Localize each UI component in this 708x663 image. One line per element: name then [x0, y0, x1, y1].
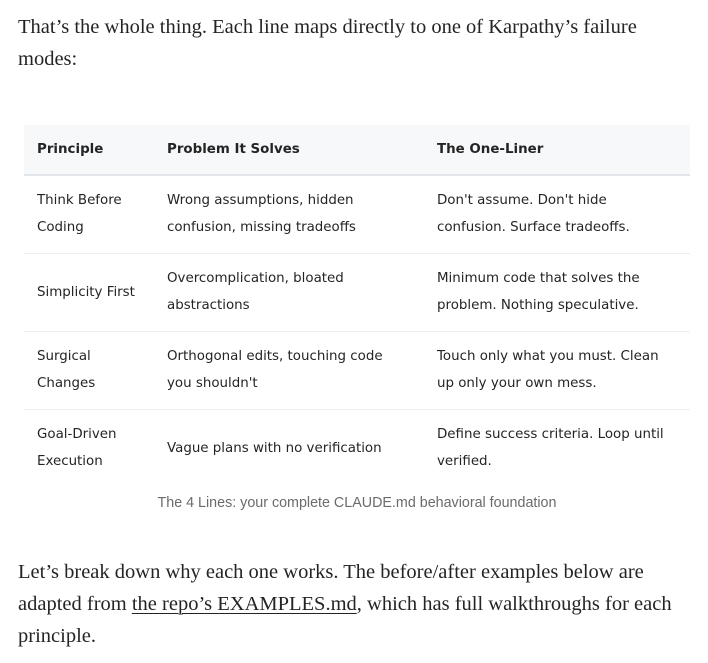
outro-text-after: , which has full walkthroughs for each principle.: [18, 593, 672, 647]
table-row: [24, 409, 690, 487]
table-header-row: [24, 125, 690, 175]
outro-text-before: Let’s break down why each one works. The before/after examples below are adapted from: [18, 561, 644, 615]
cell-one-liner: Touch only what you must. Clean up only your own mess.: [437, 349, 659, 391]
table-row: [24, 331, 690, 409]
cell-principle: Goal-Driven Execution: [37, 427, 117, 470]
header-one-liner: The One-Liner: [424, 125, 690, 175]
intro-paragraph: That’s the whole thing. Each line maps directly to one of Karpathy’s failure modes:: [18, 16, 637, 70]
cell-one-liner: Minimum code that solves the problem. Nothing speculative.: [437, 271, 640, 313]
cell-problem: Overcomplication, bloated abstractions: [167, 271, 344, 313]
cell-problem: Vague plans with no verification: [167, 440, 382, 456]
cell-problem: Orthogonal edits, touching code you shouldn't: [167, 349, 383, 391]
outro-paragraph: [18, 556, 690, 652]
principles-table: [24, 125, 690, 487]
principles-table-container: [24, 125, 690, 487]
cell-principle: Think Before Coding: [37, 193, 122, 236]
cell-one-liner: Don't assume. Don't hide confusion. Surface tradeoffs.: [437, 193, 630, 236]
header-principle: Principle: [24, 125, 154, 175]
cell-principle: Simplicity First: [37, 284, 135, 300]
table-row: [24, 253, 690, 331]
table-row: [24, 175, 690, 253]
cell-problem: Wrong assumptions, hidden confusion, missing tradeoffs: [167, 193, 356, 236]
examples-md-link[interactable]: the repo’s EXAMPLES.md: [131, 593, 357, 615]
cell-principle: Surgical Changes: [37, 349, 96, 391]
cell-one-liner: Define success criteria. Loop until verified.: [437, 427, 664, 470]
table-caption: The 4 Lines: your complete CLAUDE.md behavioral foundation: [157, 495, 557, 511]
header-problem: Problem It Solves: [154, 125, 424, 175]
